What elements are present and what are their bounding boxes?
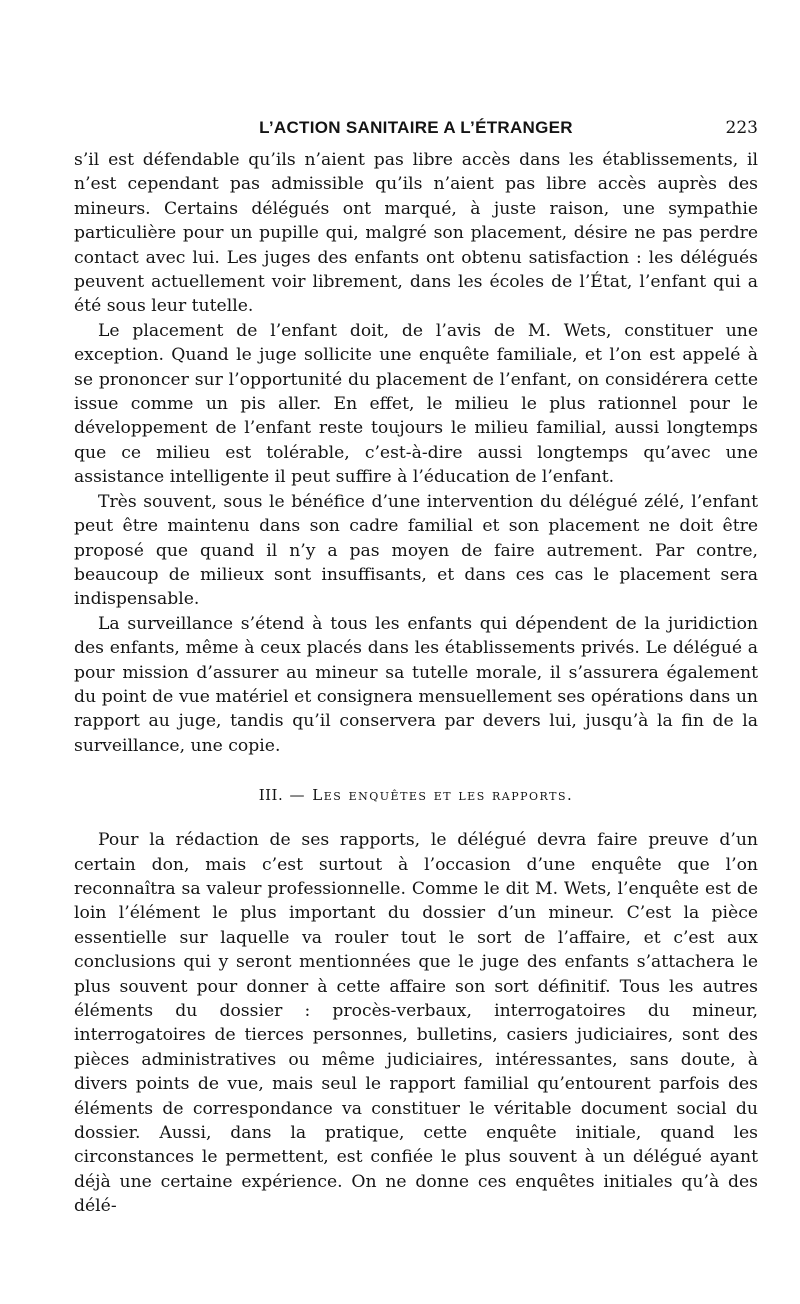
running-title: L’ACTION SANITAIRE A L’ÉTRANGER <box>259 118 573 137</box>
paragraph: Très souvent, sous le bénéfice d’une intervention du délégué zélé, l’enfant peut être maintenu dans son cadre familial et son placement ne doit être proposé que quand il n’y a pas moyen de faire autrement. Par contre, beaucoup de milieux sont insuffisants, et dans ces cas le placement sera indispensable. <box>74 491 758 610</box>
paragraph: Pour la rédaction de ses rapports, le délégué devra faire preuve d’un certain don, mais c’est surtout à l’occasion d’une enquête que l’on reconnaîtra sa valeur professionnelle. Comme le dit M. Wets, l’enquête est de loin l’élément le plus important du dossier d’un mineur. C’est la pièce essentielle sur laquelle va rouler tout le sort de l’affaire, et c’est aux conclusions qui y seront mentionnées que le juge des enfants s’attachera le plus souvent pour donner à cette affaire son sort définitif. Tous les autres éléments du dossier : procès-verbaux, interrogatoires du mineur, interrogatoires de tierces personnes, bulletins, casiers judiciaires, sont des pièces administratives ou même judiciaires, intéressantes, sans doute, à divers points de vue, mais seul le rapport familial qu’entourent parfois des éléments de correspondance va constituer le véritable document social du dossier. Aussi, dans la pratique, cette enquête initiale, quand les circonstances le permettent, est confiée le plus souvent à un délégué ayant déjà une certaine expérience. On ne donne ces enquêtes initiales qu’à des délé- <box>74 830 758 1217</box>
page-number: 223 <box>725 118 758 138</box>
section-number: III. <box>258 786 284 805</box>
section-title: Les enquêtes et les rapports. <box>312 786 574 805</box>
section-heading <box>74 786 758 804</box>
section-dash: — <box>289 786 307 805</box>
page-header <box>74 118 758 148</box>
body-text <box>74 148 758 1219</box>
paragraph: Le placement de l’enfant doit, de l’avis de M. Wets, constituer une exception. Quand le juge sollicite une enquête familiale, et l’on est appelé à se prononcer sur l’opportunité du placement de l’enfant, on considérera cette issue comme un pis aller. En effet, le milieu le plus rationnel pour le développement de l’enfant reste toujours le milieu familial, aussi longtemps que ce milieu est tolérable, c’est-à-dire aussi longtemps qu’avec une assistance intelligente il peut suffire à l’éducation de l’enfant. <box>74 320 758 488</box>
paragraph: s’il est défendable qu’ils n’aient pas libre accès dans les établissements, il n’est cependant pas admissible qu’ils n’aient pas libre accès auprès des mineurs. Certains délégués ont marqué, à juste raison, une sympathie particulière pour un pupille qui, malgré son placement, désire ne pas perdre contact avec lui. Les juges des enfants ont obtenu satisfaction : les délégués peuvent actuellement voir librement, dans les écoles de l’État, l’enfant qui a été sous leur tutelle. <box>74 150 758 317</box>
paragraph: La surveillance s’étend à tous les enfants qui dépendent de la juridiction des enfants, même à ceux placés dans les établissements privés. Le délégué a pour mission d’assurer au mineur sa tutelle morale, il s’assurera également du point de vue matériel et consignera mensuellement ses opérations dans un rapport au juge, tandis qu’il conservera par devers lui, jusqu’à la fin de la surveillance, une copie. <box>74 613 758 756</box>
book-page <box>74 118 758 1219</box>
